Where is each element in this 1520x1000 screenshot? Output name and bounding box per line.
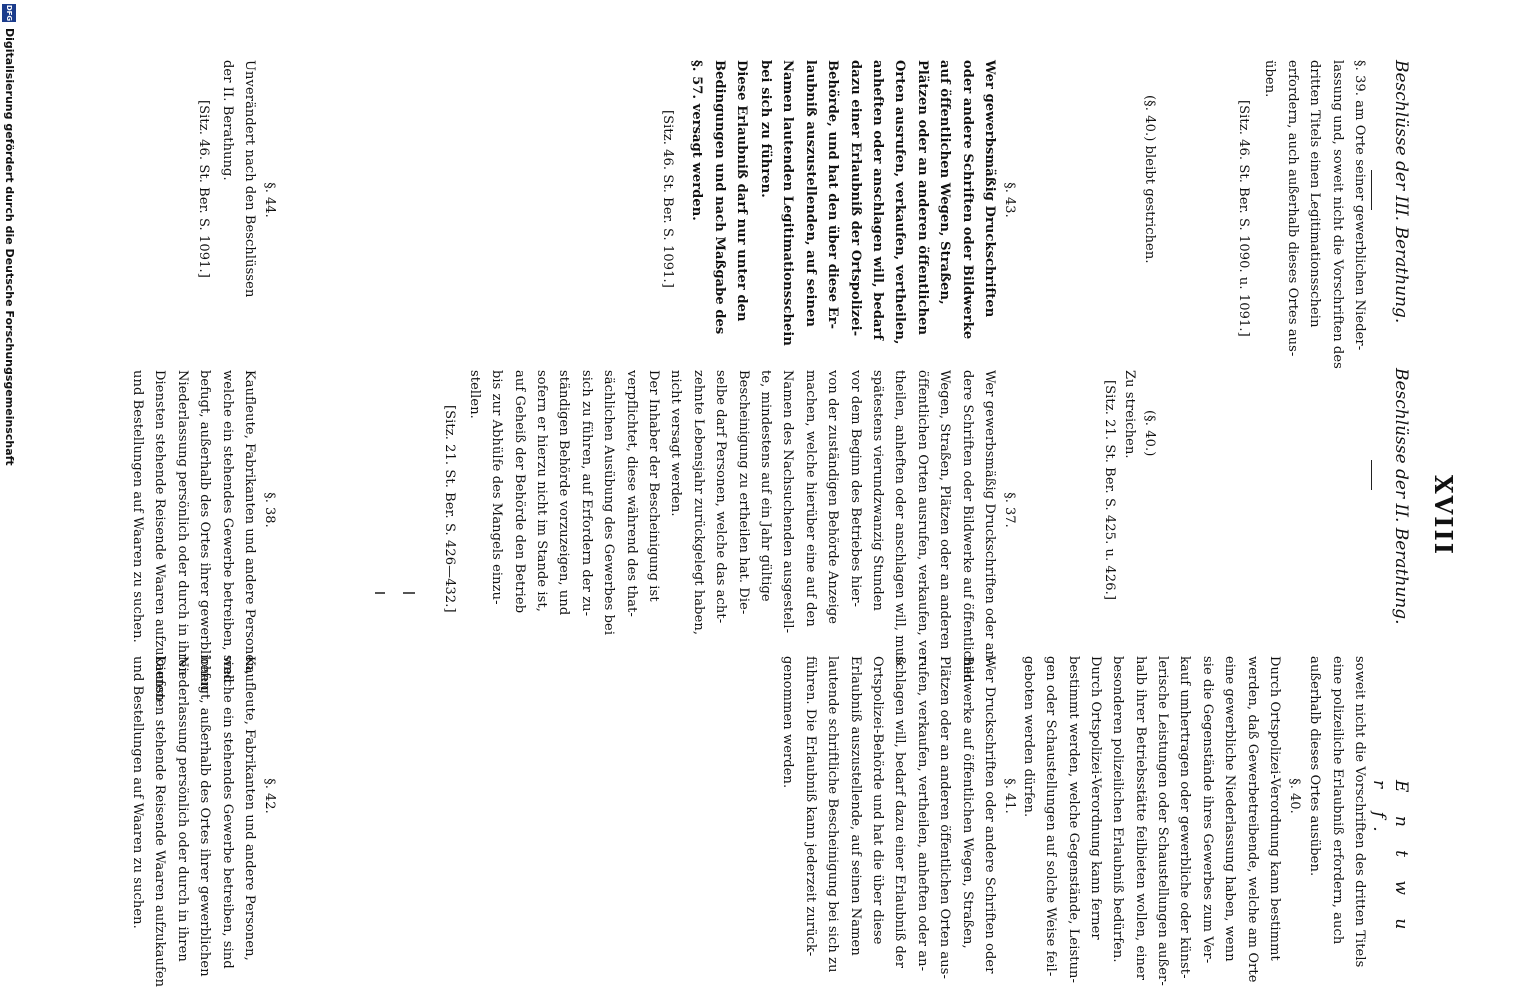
left-s43-text2: Diese Erlaubniß darf nur unter den Bedingungen und nach Maßgabe des §. 57. versagt werden. [689, 60, 749, 335]
left-s44-heading: §. 44. [262, 182, 277, 218]
middle-s38-heading: §. 38. [262, 492, 277, 528]
middle-s38-text: Kaufleute, Fabrikanten und andere Personen, welche ein stehendes Gewerbe betreiben, sind befugt, außerhalb des Ortes ihrer gewerblichen Niederlassung persönlich oder durch in ihren Diensten stehende Reisende Waaren aufzukaufen und Bestellungen auf Waaren zu suchen. [129, 370, 257, 702]
middle-title-rule [1371, 460, 1372, 490]
right-s42-heading: §. 42. [262, 778, 277, 814]
middle-s40-heading: (§. 40.) [1142, 410, 1157, 457]
right-intro-text: soweit nicht die Vorschriften des dritten Titels eine polizeiliche Erlaubniß erfordern, auch außerhalb dieses Ortes ausüben. [1307, 656, 1367, 968]
left-s43-text: Wer gewerbsmäßig Druckschriften oder andere Schriften oder Bildwerke auf öffentlichen Wegen, Straßen, Plätzen oder an anderen öffentlichen Orten ausrufen, verkaufen, vertheilen, anheften oder anschlagen will, bedarf dazu einer Erlaubniß der Ortspolizei- Behörde, und hat den über diese Er- laubniß auszustellenden, auf seinen Namen lautenden Legitimationsschein bei sich zu führen. [757, 60, 997, 346]
middle-s40-text: Zu streichen. [1122, 370, 1137, 459]
middle-s40-ref: [Sitz. 21. St. Ber. S. 425. u. 426.] [1102, 380, 1117, 601]
scan-mark [375, 592, 385, 594]
page-number: XVIII [1429, 475, 1458, 556]
left-s44-text: Unverändert nach den Beschlüssen der II. Berathung. [219, 60, 257, 298]
middle-s37-ref: [Sitz. 21. St. Ber. S. 426—432.] [442, 405, 457, 613]
right-s40-heading: §. 40. [1287, 778, 1302, 814]
dfg-logo-icon: DFG [2, 4, 16, 22]
left-column-title: Beschlüsse der III. Berathung. [1391, 60, 1411, 324]
left-s39-ref: [Sitz. 46. St. Ber. S. 1090. u. 1091.] [1236, 100, 1251, 337]
digitization-credit [0, 0, 18, 1000]
right-s41-heading: §. 41. [1002, 778, 1017, 814]
left-s43-ref: [Sitz. 46. St. Ber. S. 1091.] [660, 110, 675, 288]
left-s40-text: (§. 40.) bleibt gestrichen. [1142, 95, 1157, 264]
right-column-title: E n t w u r f. [1368, 780, 1411, 939]
scan-mark [403, 592, 415, 594]
right-s41-text: Wer Druckschriften oder andere Schriften oder Bildwerke auf öffentlichen Wegen, Straßen, Plätzen oder an anderen öffentlichen Orten aus- rufen, verkaufen, vertheilen, anheften oder an- schlagen will, bedarf dazu einer Erlaubniß der Ortspolizei-Behörde und hat die über diese Erlaubniß auszustellende, auf seinen Namen lautende schriftliche Bescheinigung bei sich zu führen. Die Erlaubniß kann jederzeit zurück- genommen werden. [780, 656, 997, 980]
right-s40-text: Durch Ortspolizei-Verordnung kann bestimmt werden, daß Gewerbetreibende, welche am Orte eine gewerbliche Niederlassung haben, wenn sie die Gegenstände ihres Gewerbes zum Ver- kauf umhertragen oder gewerbliche oder künst- lerische Leistungen oder Schaustellungen außer- halb ihrer Betriebsstätte feilbieten wollen, einer besonderen polizeilichen Erlaubniß bedürfen. [1110, 656, 1282, 986]
left-s43-heading: §. 43. [1002, 182, 1017, 218]
right-s42-text: Kaufleute, Fabrikanten und andere Personen, welche ein stehendes Gewerbe betreiben, sind befugt, außerhalb des Ortes ihrer gewerblichen Niederlassung persönlich oder durch in ihren Diensten stehende Reisende Waaren aufzukaufen und Bestellungen auf Waaren zu suchen. [129, 656, 257, 988]
left-s44-ref: [Sitz. 46. St. Ber. S. 1091.] [196, 100, 211, 278]
left-s39-text: §. 39. am Orte seiner gewerblichen Nieder- lassung und, soweit nicht die Vorschriften des dritten Titels einen Legitimationsschein erfordern, auch außerhalb dieses Ortes aus- üben. [1262, 60, 1367, 369]
middle-s37-text2: Der Inhaber der Bescheinigung ist verpflichtet, diese während des that- sächlichen Ausübung des Gewerbes bei sich zu führen, auf Erfordern der zu- ständigen Behörde vorzuzeigen, und sofern er hierzu nicht im Stande ist, auf Geheiß der Behörde den Betrieb bis zur Abhülfe des Mangels einzu- stellen. [466, 370, 661, 636]
middle-s37-heading: §. 37. [1002, 492, 1017, 528]
credit-text: Digitalisierung gefördert durch die Deutsche Forschungsgemeinschaft [3, 28, 16, 466]
middle-column-title: Beschlüsse der II. Berathung. [1391, 368, 1411, 625]
right-s40-text2: Durch Ortspolizei-Verordnung kann ferner bestimmt werden, welche Gegenstände, Leistun- gen oder Schaustellungen auf solche Weise feil- geboten werden dürfen. [1020, 656, 1103, 984]
middle-s37-text: Wer gewerbsmäßig Druckschriften oder an- dere Schriften oder Bildwerke auf öffentlichen Wegen, Straßen, Plätzen oder an anderen öffentlichen Orten ausrufen, verkaufen, ver- theilen, anheften oder anschlagen will, muß spätestens vierundzwanzig Stunden vor dem Beginn des Betriebes hier- von der zuständigen Behörde Anzeige machen, welche hierüber eine auf den Namen des Nachsuchenden ausgestell- te, mindestens auf ein Jahr gültige Bescheinigung zu ertheilen hat. Die- selbe darf Personen, welche das acht- zehnte Lebensjahr zurückgelegt haben, nicht versagt werden. [668, 370, 997, 683]
left-title-rule [1371, 170, 1372, 210]
